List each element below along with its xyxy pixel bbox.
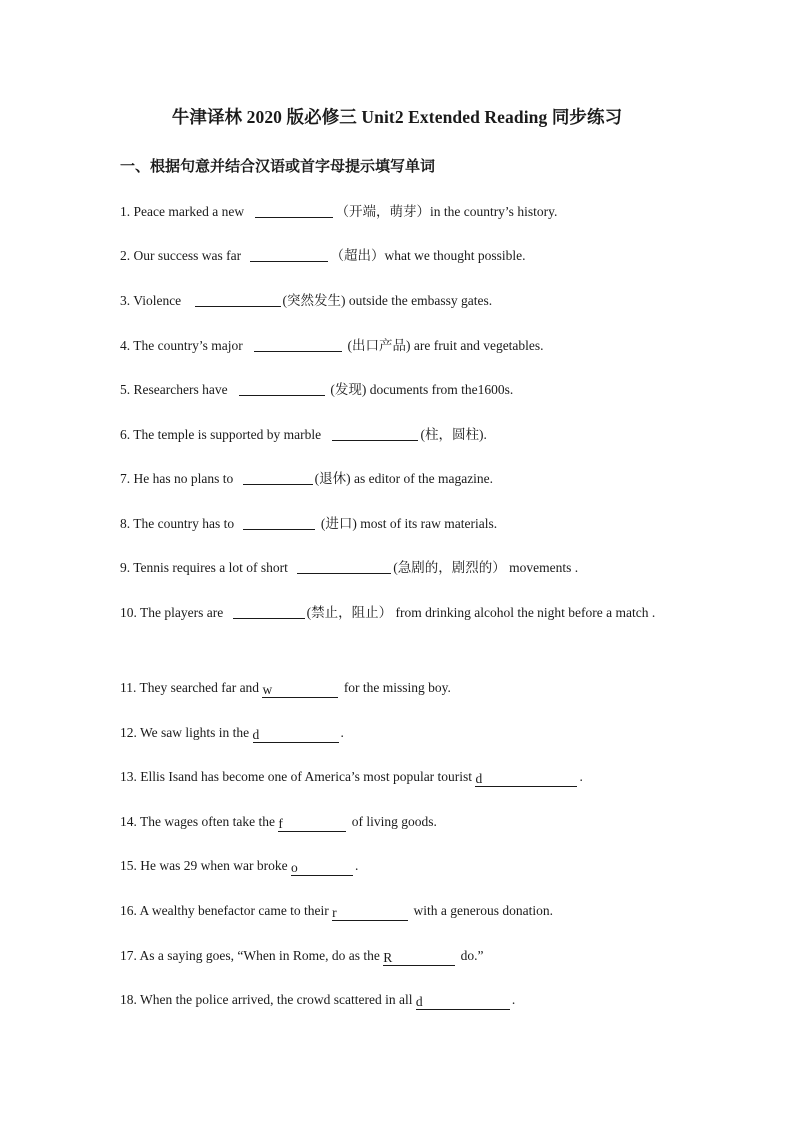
question-text: with a generous donation. bbox=[413, 903, 554, 918]
question-text: 16. A wealthy benefactor came to their bbox=[120, 903, 329, 918]
question-17 bbox=[120, 940, 676, 971]
question-text: documents from the1600s. bbox=[369, 382, 514, 397]
answer-blank[interactable] bbox=[195, 292, 281, 307]
answer-blank[interactable] bbox=[255, 203, 333, 218]
answer-blank[interactable] bbox=[243, 470, 313, 485]
question-14 bbox=[120, 806, 676, 837]
question-text: as editor of the magazine. bbox=[353, 471, 494, 486]
answer-blank[interactable] bbox=[253, 728, 339, 743]
answer-blank[interactable] bbox=[291, 861, 353, 876]
answer-blank[interactable] bbox=[332, 426, 418, 441]
chinese-hint: (退休) bbox=[314, 471, 351, 486]
question-text: 6. The temple is supported by marble bbox=[120, 427, 322, 442]
question-text: 9. Tennis requires a lot of short bbox=[120, 560, 288, 575]
question-10 bbox=[120, 597, 676, 628]
question-7 bbox=[120, 463, 676, 494]
question-text: movements . bbox=[509, 560, 579, 575]
answer-blank[interactable] bbox=[233, 604, 305, 619]
question-text: do.” bbox=[460, 948, 484, 963]
question-18 bbox=[120, 984, 676, 1015]
answer-blank[interactable] bbox=[383, 951, 455, 966]
answer-blank[interactable] bbox=[243, 515, 315, 530]
question-1 bbox=[120, 196, 676, 227]
question-5 bbox=[120, 374, 676, 405]
answer-blank[interactable] bbox=[278, 817, 346, 832]
answer-blank[interactable] bbox=[250, 247, 328, 262]
question-text: 8. The country has to bbox=[120, 516, 235, 531]
question-text: 15. He was 29 when war broke bbox=[120, 858, 288, 873]
question-text: 10. The players are bbox=[120, 605, 224, 620]
chinese-hint: （开端，萌芽） bbox=[335, 204, 430, 219]
answer-blank[interactable] bbox=[239, 381, 325, 396]
first-letter-hint: o bbox=[290, 860, 298, 875]
question-text: 11. They searched far and bbox=[120, 680, 260, 695]
first-letter-hint: r bbox=[332, 905, 337, 920]
question-text: from drinking alcohol the night before a match . bbox=[395, 605, 656, 620]
answer-blank[interactable] bbox=[297, 559, 391, 574]
question-text: 17. As a saying goes, “When in Rome, do as the bbox=[120, 948, 380, 963]
chinese-hint: (突然发生) bbox=[282, 293, 346, 308]
question-text: what we thought possible. bbox=[384, 248, 526, 263]
first-letter-hint: d bbox=[252, 727, 260, 742]
question-text: . bbox=[511, 992, 516, 1007]
answer-blank[interactable] bbox=[254, 337, 342, 352]
question-12 bbox=[120, 717, 676, 748]
page-title: 牛津译林 2020 版必修三 Unit2 Extended Reading 同步练习 bbox=[171, 107, 623, 127]
question-8 bbox=[120, 508, 676, 539]
answer-blank[interactable] bbox=[416, 995, 510, 1010]
question-16 bbox=[120, 895, 676, 926]
question-9 bbox=[120, 552, 676, 583]
question-text: . bbox=[340, 725, 344, 740]
question-text: 13. Ellis Isand has become one of America’s most popular tourist bbox=[120, 769, 473, 784]
question-15 bbox=[120, 850, 676, 881]
answer-blank[interactable] bbox=[332, 906, 408, 921]
chinese-hint: (发现) bbox=[330, 382, 367, 397]
question-4 bbox=[120, 330, 676, 361]
chinese-hint: (出口产品) bbox=[347, 338, 411, 353]
question-text: 1. Peace marked a new bbox=[120, 204, 245, 219]
question-6 bbox=[120, 419, 676, 450]
question-text: are fruit and vegetables. bbox=[413, 338, 544, 353]
question-text: . bbox=[579, 769, 583, 784]
question-text: for the missing boy. bbox=[343, 680, 451, 695]
question-text: outside the embassy gates. bbox=[348, 293, 493, 308]
question-text: 18. When the police arrived, the crowd scattered in all bbox=[120, 992, 413, 1007]
answer-blank[interactable] bbox=[262, 683, 338, 698]
chinese-hint: (柱，圆柱). bbox=[420, 427, 487, 442]
first-letter-hint: R bbox=[383, 950, 393, 965]
question-3 bbox=[120, 285, 676, 316]
question-text: 12. We saw lights in the bbox=[120, 725, 250, 740]
question-text: 4. The country’s major bbox=[120, 338, 243, 353]
chinese-hint: (急剧的，剧烈的） bbox=[393, 560, 506, 575]
first-letter-hint: f bbox=[278, 816, 283, 831]
question-text: 2. Our success was far bbox=[120, 248, 242, 263]
first-letter-hint: d bbox=[475, 771, 483, 786]
question-text: most of its raw materials. bbox=[360, 516, 498, 531]
first-letter-hint: w bbox=[262, 682, 273, 697]
question-text: 5. Researchers have bbox=[120, 382, 228, 397]
chinese-hint: （超出） bbox=[330, 248, 385, 263]
question-text: 7. He has no plans to bbox=[120, 471, 234, 486]
answer-blank[interactable] bbox=[475, 772, 577, 787]
first-letter-hint: d bbox=[415, 994, 423, 1009]
question-text: in the country’s history. bbox=[429, 204, 558, 219]
question-11 bbox=[120, 672, 676, 703]
question-2 bbox=[120, 240, 676, 271]
question-text: of living goods. bbox=[351, 814, 437, 829]
question-text: . bbox=[354, 858, 359, 873]
question-13 bbox=[120, 761, 676, 792]
section-heading: 一、根据句意并结合汉语或首字母提示填写单词 bbox=[120, 159, 436, 175]
question-text: 3. Violence bbox=[120, 293, 182, 308]
chinese-hint: (进口) bbox=[320, 516, 357, 531]
question-text: 14. The wages often take the bbox=[120, 814, 275, 829]
chinese-hint: (禁止，阻止） bbox=[306, 605, 393, 620]
